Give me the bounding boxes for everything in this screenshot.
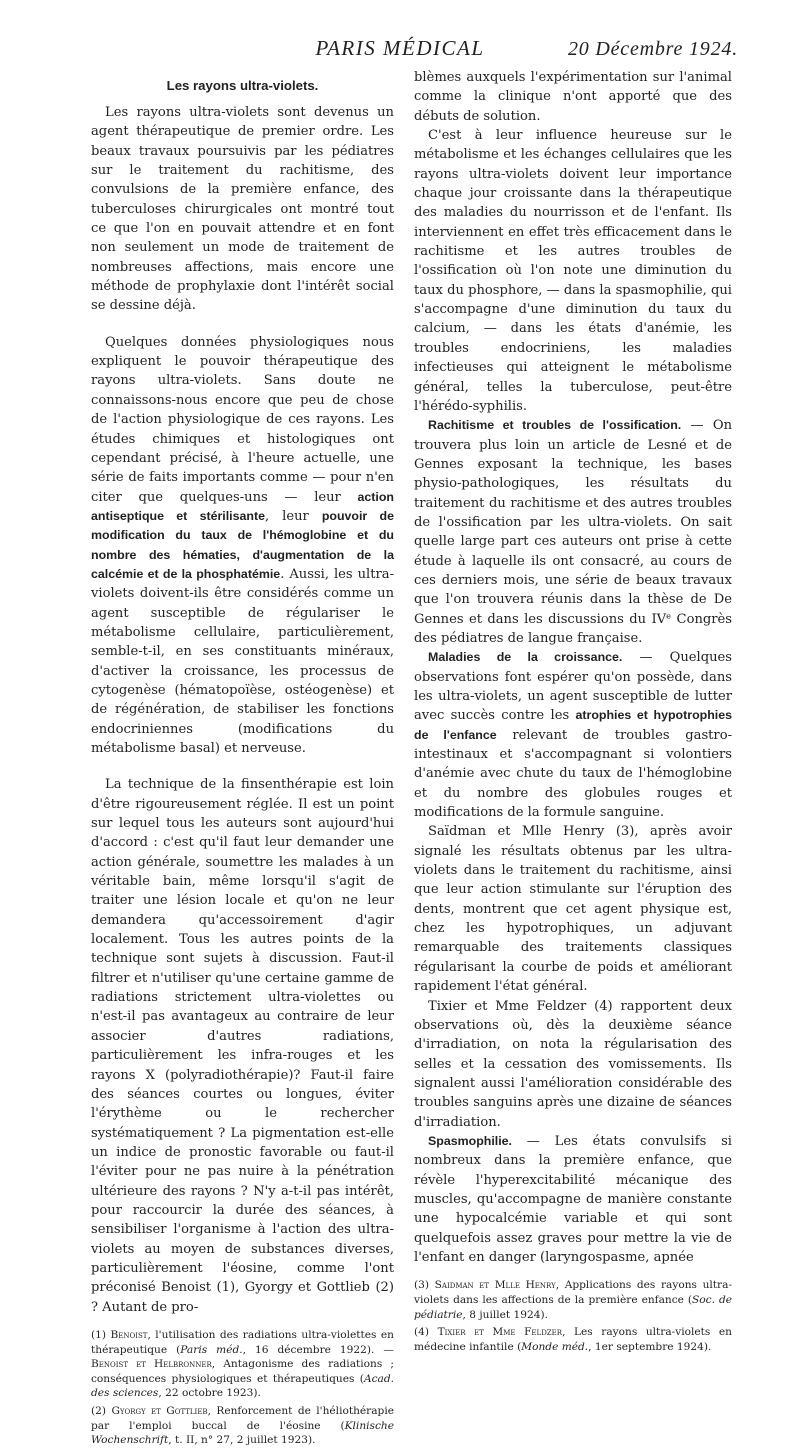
text-run: , t. II, n° 27, 2 juillet 1923). (168, 1434, 316, 1447)
text-run: , Renforcement de l'héliothérapie par l'emploi buccal de l'éosine ( (91, 1404, 394, 1432)
issue-date: 20 Décembre 1924. (567, 38, 738, 60)
section-heading: Maladies de la croissance. (428, 650, 623, 665)
author-run: Tixier et Mme Feldzer (437, 1326, 563, 1339)
text-run: relevant de troubles gastro-intestinaux et s'accompagnant si volontiers d'anémie avec chute du taux de l'hémoglobine et du nombre des globules rouges et modifications de la formule sanguine. (414, 727, 733, 821)
paragraph-metabolism: C'est à leur influence heureuse sur le métabolisme et les échanges cellulaires que les rayons ultra-violets doivent leur importance chaque jour croissante dans la thérapeutique des maladies du nourrisson et de l'enfant. Ils interviennent en effet très efficacement dans le rachitisme et les autres troubles de l'ossification où l'on note une diminution du taux du phosphore, — dans la spasmophilie, qui s'accompagne d'une diminution du taux du calcium, — dans les états d'anémie, les troubles endocriniens, les maladies infectieuses qui atteignent le métabolisme général, telles la tuberculose, peut-être l'hérédo-syphilis. (414, 128, 732, 414)
text-run: — On trouvera plus loin un article de Lesné et de Gennes exposant la technique, les bases physio-pathologiques, les résultats du traitement du rachitisme et des autres troubles de l'ossification par les ultra-violets. On sait quelle large part ces auteurs ont prise à cette étude à laquelle ils ont consacré, au cours de ces derniers mois, une série de beaux travaux que l'on trouvera réunis dans la thèse de De Gennes et dans les discussions du IVᵉ Congrès des pédiatres de langue française. (414, 418, 732, 646)
paragraph-continued: blèmes auxquels l'expérimentation sur l'animal comme la clinique n'ont apporté que des débuts de solution. (414, 70, 732, 124)
paragraph-croissance (414, 648, 732, 822)
text-run: — Quelques observations font espérer qu'on possède, dans les ultra-violets, un agent susceptible de lutter avec succès contre les (414, 650, 732, 724)
text-run: , l'utilisation des radiations ultra-violettes en thérapeutique ( (91, 1328, 395, 1356)
text-run: , 8 juillet 1924). (462, 1308, 548, 1321)
paragraph-tixier: Tixier et Mme Feldzer (4) rapportent deux observations où, dès la deuxième séance d'irradiation, on nota la régularisation des selles et la cessation des vomissements. Ils signalent aussi l'amélioration considérable des troubles sanguins après une dizaine de séances d'irradiation. (414, 998, 732, 1130)
italic-run: Soc. de pédiatrie (414, 1293, 733, 1321)
text-run: — Les états convulsifs si nombreux dans la première enfance, que révèle l'hyperexcitabilité mécanique des muscles, qu'accompagne de manière constante une hypocalcémie variable et qui sont quelquefois assez graves pour mettre la vie de l'enfant en danger (laryngospasme, apnée (414, 1133, 732, 1265)
text-run: , Applications des rayons ultra-violets dans les affections de la première enfance ( (414, 1279, 733, 1306)
bold-run: atrophies et hypotrophies de l'enfance (414, 708, 732, 742)
paragraph-rachitisme (414, 416, 732, 648)
author-run: Saidman et Mlle Henry (434, 1279, 556, 1292)
author-run: Gyorgy et Gottlieb (111, 1404, 208, 1417)
page-header (0, 36, 800, 70)
footnote-gap (91, 1317, 394, 1328)
paragraph-gap (91, 758, 394, 775)
text-run: , Les rayons ultra-violets en médecine infantile ( (414, 1326, 733, 1353)
text-run: (1) (91, 1328, 111, 1341)
text-run: , Antagonisme des radiations ; conséquences physiologiques et thérapeutiques ( (91, 1358, 394, 1385)
right-column (414, 68, 732, 1354)
bold-run: pouvoir de modification du taux de l'hémoglobine et du nombre des hématies, d'augmentation de la calcémie et de la phosphatémie (91, 508, 394, 581)
bold-run: action antiseptique et stérilisante (91, 489, 394, 523)
text-run: , leur (265, 508, 322, 524)
paragraph-spasmophilie (414, 1132, 732, 1267)
paragraph-gap (91, 316, 394, 333)
text-run: , 16 décembre 1922). — (242, 1343, 394, 1356)
paragraph-technique: La technique de la finsenthérapie est loin d'être rigoureusement réglée. Il est un point sur lequel tous les auteurs sont aujourd'hui d'accord : c'est qu'il faut leur demander une action générale, soumettre les malades à un véritable bain, même lorsqu'il s'agit de traiter une lésion locale et qu'on ne leur demandera qu'accessoirement d'agir localement. Tous les autres points de la technique sont sujets à discussion. Faut-il filtrer et n'utiliser qu'une certaine gamme de radiations strictement ultra-violettes ou n'est-il pas avantageux au contraire de leur associer d'autres radiations, particulièrement les infra-rouges et les rayons X (polyradiothérapie)? Faut-il faire des séances courtes ou longues, éviter l'érythème ou le rechercher systématiquement ? La pigmentation est-elle un indice de pronostic favorable ou faut-il l'éviter pour ne pas nuire à la pénétration ultérieure des rayons ? N'y a-t-il pas intérêt, pour raccourcir la durée des séances, à sensibiliser l'organisme à l'action des ultra-violets au moyen de substances diverses, particulièrement l'éosine, comme l'ont préconisé Benoist (1), Gyorgy et Gottlieb (2) ? Autant de pro- (91, 777, 394, 1315)
text-run: (2) (91, 1404, 112, 1417)
italic-run: Acad. des sciences (91, 1372, 394, 1400)
journal-title: PARIS MÉDICAL (315, 36, 485, 60)
text-run: (3) (414, 1279, 435, 1292)
footnote-3 (414, 1278, 732, 1322)
author-run: Benoist et Helbronner (91, 1358, 212, 1371)
text-run: , 22 octobre 1923). (158, 1387, 261, 1400)
footnote-2 (91, 1404, 394, 1448)
italic-run: Paris méd. (180, 1343, 243, 1356)
left-column (91, 68, 394, 1448)
author-run: Benoist (110, 1328, 148, 1341)
footnote-4 (414, 1325, 732, 1354)
text-run: , 1er septembre 1924). (588, 1340, 712, 1353)
italic-run: Monde méd. (521, 1340, 589, 1353)
section-heading: Rachitisme et troubles de l'ossification. (428, 418, 682, 433)
text-run: Quelques données physiologiques nous expliquent le pouvoir thérapeutique des rayons ultra-violets. Sans doute ne connaissons-nous encore que peu de chose de l'action physiologique de ces rayons. Les études chimiques et histologiques ont cependant précisé, à l'heure actuelle, une série de faits importants comme — pour n'en citer que quelques-uns — leur (91, 334, 394, 505)
paragraph-saidman: Saïdman et Mlle Henry (3), après avoir signalé les résultats obtenus par les ultra-violets dans le traitement du rachitisme, ainsi que leur action stimulante sur l'éruption des dents, montrent que cet agent physique est, chez les hypotrophiques, un adjuvant remarquable des traitements classiques régularisant la courbe de poids et améliorant rapidement l'état général. (414, 824, 732, 995)
section-heading: Spasmophilie. (428, 1133, 512, 1148)
paragraph-intro: Les rayons ultra-violets sont devenus un agent thérapeutique de premier ordre. Les beaux travaux poursuivis par les pédiatres sur le traitement du rachitisme, des convulsions de la première enfance, des tuberculoses chirurgicales ont montré tout ce que l'on en pouvait attendre et en font non seulement un mode de traitement de nombreuses affections, mais encore une méthode de prophylaxie dont l'intérêt social se dessine déjà. (91, 105, 394, 314)
article-title: Les rayons ultra-violets. (166, 78, 319, 93)
text-run: (4) (414, 1326, 438, 1339)
paragraph-physiology (91, 333, 394, 759)
footnote-1 (91, 1328, 394, 1401)
footnote-gap (414, 1267, 732, 1278)
text-run: . Aussi, les ultra-violets doivent-ils être considérés comme un agent susceptible de régulariser le métabolisme cellulaire, particulièrement, semble-t-il, en ses constituants minéraux, d'activer la croissance, les processus de cytogenèse (hématopoïèse, ostéogenèse) et de régénération, de stabiliser les fonctions endocriniennes (modifications du métabolisme basal) et nerveuse. (91, 566, 395, 756)
italic-run: Klinische Wochenschrift (91, 1419, 394, 1447)
